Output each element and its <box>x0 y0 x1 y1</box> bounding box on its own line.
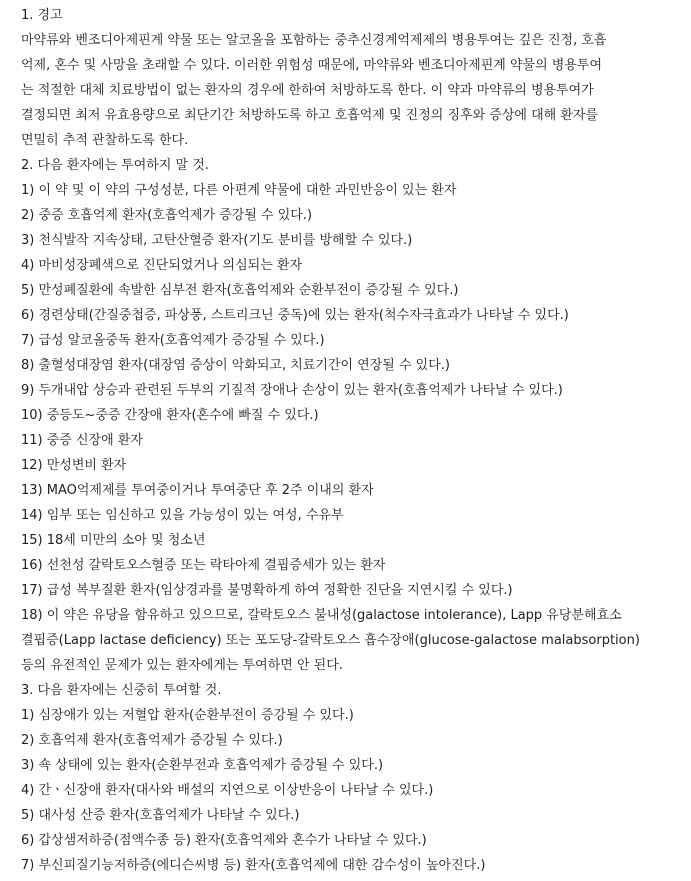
text-line: 2) 호흡억제 환자(호흡억제가 증강될 수 있다.) <box>21 733 283 748</box>
text-line: 4) 마비성장폐색으로 진단되었거나 의심되는 환자 <box>21 258 303 273</box>
text-line: 6) 경련상태(간질중첩증, 파상풍, 스트리크닌 중독)에 있는 환자(척수자극효과가 나타날 수 있다.) <box>21 308 569 323</box>
text-line: 7) 급성 알코올중독 환자(호흡억제가 증강될 수 있다.) <box>21 333 325 348</box>
text-line: 16) 선천성 갈락토오스혈증 또는 락타아제 결핍증세가 있는 환자 <box>21 558 386 573</box>
text-line: 8) 출혈성대장염 환자(대장염 증상이 악화되고, 치료기간이 연장될 수 있다.) <box>21 358 450 373</box>
text-line: 2) 중증 호흡억제 환자(호흡억제가 증강될 수 있다.) <box>21 208 313 223</box>
text-line: 결정되면 최저 유효용량으로 최단기간 처방하도록 하고 호흡억제 및 진정의 징후와 증상에 대해 환자를 <box>21 108 599 123</box>
text-line: 14) 임부 또는 임신하고 있을 가능성이 있는 여성, 수유부 <box>21 508 344 523</box>
text-line: 5) 대사성 산증 환자(호흡억제가 나타날 수 있다.) <box>21 808 300 823</box>
text-line: 10) 중등도~중증 간장애 환자(혼수에 빠질 수 있다.) <box>21 408 319 423</box>
text-line: 12) 만성변비 환자 <box>21 458 127 473</box>
text-line: 1. 경고 <box>21 8 63 23</box>
text-line: 11) 중증 신장애 환자 <box>21 433 143 448</box>
text-line: 18) 이 약은 유당을 함유하고 있으므로, 갈락토오스 불내성(galactose intolerance), Lapp 유당분해효소 <box>21 608 622 623</box>
text-line: 3) 쇽 상태에 있는 환자(순환부전과 호흡억제가 증강될 수 있다.) <box>21 758 384 773</box>
text-line: 17) 급성 복부질환 환자(임상경과를 불명확하게 하여 정확한 진단을 지연시킬 수 있다.) <box>21 583 513 598</box>
text-line: 결핍증(Lapp lactase deficiency) 또는 포도당-갈락토오스 흡수장애(glucose-galactose malabsorption) <box>21 633 640 648</box>
text-line: 3. 다음 환자에는 신중히 투여할 것. <box>21 683 222 698</box>
text-line: 1) 이 약 및 이 약의 구성성분, 다른 아편계 약물에 대한 과민반응이 있는 환자 <box>21 183 457 198</box>
text-line: 4) 간ㆍ신장애 환자(대사와 배설의 지연으로 이상반응이 나타날 수 있다.) <box>21 783 434 798</box>
text-line: 3) 천식발작 지속상태, 고탄산혈증 환자(기도 분비를 방해할 수 있다.) <box>21 233 413 248</box>
text-line: 13) MAO억제제를 투여중이거나 투여중단 후 2주 이내의 환자 <box>21 483 374 498</box>
text-line: 억제, 혼수 및 사망을 초래할 수 있다. 이러한 위험성 때문에, 마약류와 벤조디아제핀계 약물의 병용투여 <box>21 58 602 73</box>
text-line: 2. 다음 환자에는 투여하지 말 것. <box>21 158 209 173</box>
text-line: 6) 갑상샘저하증(점액수종 등) 환자(호흡억제와 혼수가 나타날 수 있다.) <box>21 833 427 848</box>
text-line: 는 적절한 대체 치료방법이 없는 환자의 경우에 한하여 처방하도록 한다. 이 약과 마약류의 병용투여가 <box>21 83 594 98</box>
text-line: 면밀히 추적 관찰하도록 한다. <box>21 133 189 148</box>
text-line: 1) 심장애가 있는 저혈압 환자(순환부전이 증강될 수 있다.) <box>21 708 354 723</box>
text-line: 마약류와 벤조디아제핀계 약물 또는 알코올을 포함하는 중추신경계억제제의 병용투여는 깊은 진정, 호흡 <box>21 33 607 48</box>
text-line: 등의 유전적인 문제가 있는 환자에게는 투여하면 안 된다. <box>21 658 343 673</box>
text-line: 5) 만성폐질환에 속발한 심부전 환자(호흡억제와 순환부전이 증강될 수 있다.) <box>21 283 459 298</box>
text-line: 9) 두개내압 상승과 관련된 두부의 기질적 장애나 손상이 있는 환자(호흡억제가 나타날 수 있다.) <box>21 383 563 398</box>
text-line: 15) 18세 미만의 소아 및 청소년 <box>21 533 206 548</box>
text-line: 7) 부신피질기능저하증(에디슨씨병 등) 환자(호흡억제에 대한 감수성이 높아진다.) <box>21 858 486 873</box>
